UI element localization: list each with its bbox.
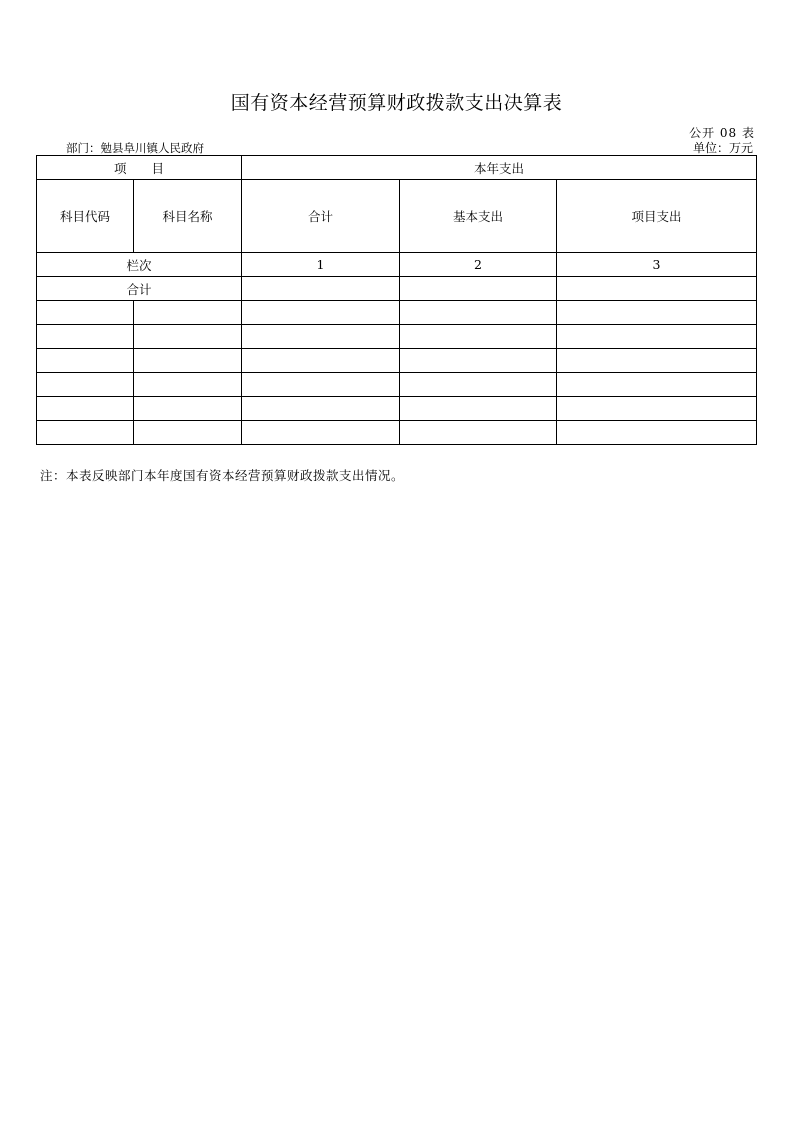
subject-name-cell <box>134 373 242 397</box>
table-row <box>37 373 757 397</box>
total-cell <box>242 397 400 421</box>
table-row <box>37 301 757 325</box>
basic-expense-cell <box>400 373 557 397</box>
header-row-2 <box>37 180 757 253</box>
subject-code-cell <box>37 301 134 325</box>
project-expense-header: 项目支出 <box>557 180 757 253</box>
subject-code-header: 科目代码 <box>37 180 134 253</box>
column-index-2: 2 <box>400 253 557 277</box>
subject-name-cell <box>134 397 242 421</box>
total-cell <box>242 325 400 349</box>
basic-expense-cell <box>400 301 557 325</box>
total-cell <box>242 373 400 397</box>
form-code: 公开 08 表 <box>689 126 755 140</box>
subject-name-cell <box>134 421 242 445</box>
subject-name-header: 科目名称 <box>134 180 242 253</box>
item-header: 项 目 <box>37 156 242 180</box>
basic-expense-cell <box>400 325 557 349</box>
table-row <box>37 325 757 349</box>
subject-code-cell <box>37 421 134 445</box>
header-row-1 <box>37 156 757 180</box>
basic-expense-cell <box>400 397 557 421</box>
department-label: 部门：勉县阜川镇人民政府 <box>66 141 204 155</box>
table-row <box>37 397 757 421</box>
column-index-label: 栏次 <box>37 253 242 277</box>
subject-name-cell <box>134 325 242 349</box>
project-expense-cell <box>557 325 757 349</box>
footnote: 注：本表反映部门本年度国有资本经营预算财政拨款支出情况。 <box>40 468 405 483</box>
subject-code-cell <box>37 373 134 397</box>
table-row <box>37 421 757 445</box>
total-cell <box>242 301 400 325</box>
total-row-project <box>557 277 757 301</box>
total-row-label: 合计 <box>37 277 242 301</box>
unit-label: 单位：万元 <box>692 141 753 155</box>
project-expense-cell <box>557 421 757 445</box>
basic-expense-cell <box>400 421 557 445</box>
table-row <box>37 349 757 373</box>
project-expense-cell <box>557 349 757 373</box>
subject-code-cell <box>37 349 134 373</box>
total-row-total <box>242 277 400 301</box>
column-index-row <box>37 253 757 277</box>
total-cell <box>242 349 400 373</box>
current-year-header: 本年支出 <box>242 156 757 180</box>
total-header: 合计 <box>242 180 400 253</box>
total-row-basic <box>400 277 557 301</box>
project-expense-cell <box>557 373 757 397</box>
column-index-3: 3 <box>557 253 757 277</box>
column-index-1: 1 <box>242 253 400 277</box>
expenditure-table <box>36 155 757 445</box>
total-cell <box>242 421 400 445</box>
total-row <box>37 277 757 301</box>
basic-expense-cell <box>400 349 557 373</box>
basic-expense-header: 基本支出 <box>400 180 557 253</box>
project-expense-cell <box>557 301 757 325</box>
subject-name-cell <box>134 301 242 325</box>
subject-code-cell <box>37 397 134 421</box>
page-title: 国有资本经营预算财政拨款支出决算表 <box>230 92 563 114</box>
project-expense-cell <box>557 397 757 421</box>
subject-code-cell <box>37 325 134 349</box>
subject-name-cell <box>134 349 242 373</box>
